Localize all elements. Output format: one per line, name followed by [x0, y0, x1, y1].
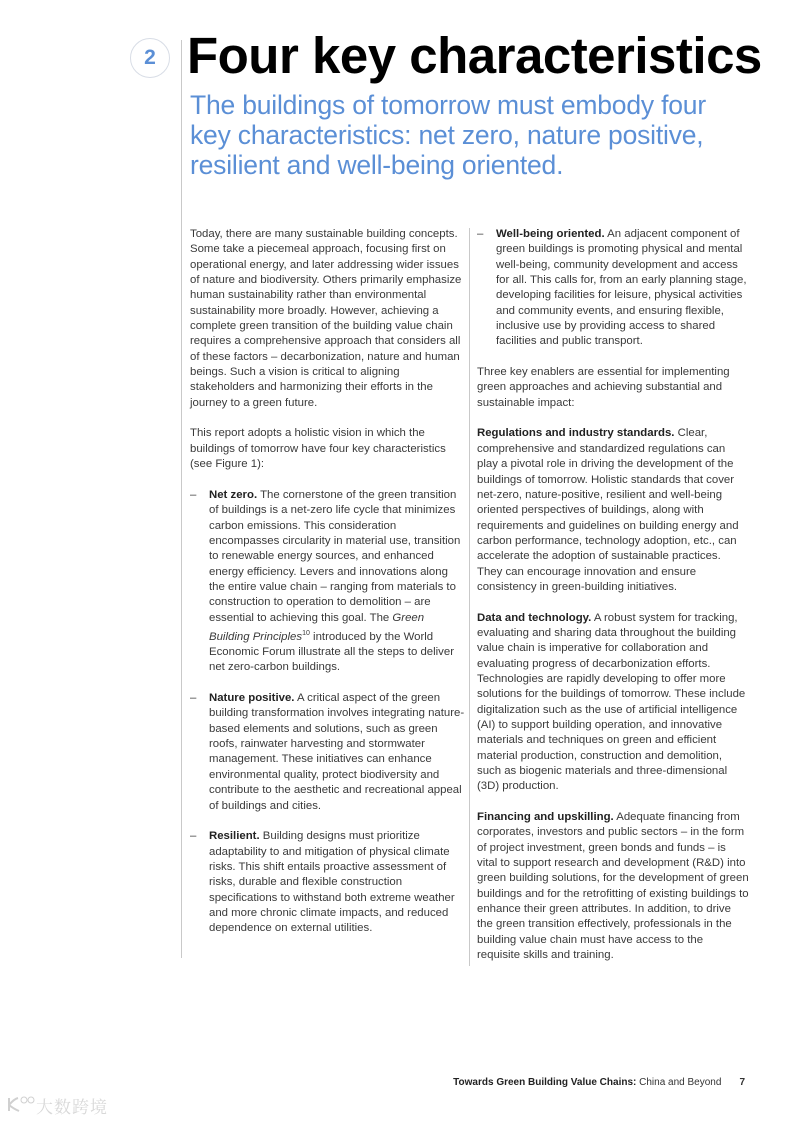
enabler-financing — [477, 810, 749, 963]
dash: – — [190, 830, 197, 843]
watermark-text: 大数跨境 — [36, 1098, 108, 1117]
enabler-heading: Data and technology. — [477, 611, 592, 624]
footnote-ref: 10 — [302, 629, 310, 637]
bullet-heading: Nature positive. — [209, 692, 295, 705]
cited-title: Green Building Principles — [209, 611, 425, 643]
paragraph: Three key enablers are essential for implementing green approaches and achieving substantial and sustainable impact: — [477, 366, 730, 409]
dash: – — [477, 228, 484, 240]
bullet-text: A critical aspect of the green building transformation involves integrating nature-based elements and solutions, such as green roofs, rainwater harvesting and stormwater management. These initiatives can enhance environmental quality, protect biodiversity and contribute to the aesthetic and recreational appeal of buildings and cities. — [209, 692, 465, 812]
page-number: 7 — [739, 1077, 745, 1088]
bullet-text: The cornerstone of the green transition of buildings is a net-zero life cycle that minimizes carbon emissions. This consideration encompasses circularity in material use, transition to renewable energy sources, and enhanced energy efficiency. Levers and innovations along the entire value chain – ranging from materials to construction to operation to demolition – are essential to achieving this goal. The — [209, 488, 461, 624]
enabler-heading: Financing and upskilling. — [477, 811, 614, 824]
page-title: Four key characteristics — [187, 27, 762, 84]
enabler-text: Adequate financing from corporates, investors and public sectors – in the form of project investment, green bonds and funds – is vital to support research and development (R&D) into green building solutions, for the development of green buildings and for the retrofitting of existing buildings to enhance their green attributes. In addition, to drive the green transition effectively, professionals in the building value chain must have access to the requisite skills and training. — [477, 811, 749, 962]
right-column — [477, 227, 749, 979]
paragraph: Today, there are many sustainable building concepts. Some take a piecemeal approach, focusing first on operational energy, and later addressing wider issues of nature and biodiversity. Others primarily emphasize human sustainability rather than environmental sustainability more broadly. However, achieving a complete green transition of the building value chain requires a comprehensive approach that considers all of these factors – decarbonization, nature and human beings. Such a vision is critical to aligning stakeholders and harmonizing their efforts in the journey to a green future. — [190, 228, 462, 409]
page-footer — [453, 1077, 745, 1088]
watermark-logo-icon — [6, 1095, 36, 1113]
bullet-text: introduced by the World Economic Forum illustrate all the steps to deliver net zero-carbon buildings. — [209, 630, 454, 674]
bullet-heading: Resilient. — [209, 830, 260, 843]
chapter-number: 2 — [144, 46, 156, 69]
chapter-number-badge — [130, 38, 170, 78]
enabler-regulations — [477, 426, 749, 595]
enabler-text: A robust system for tracking, evaluating and sharing data throughout the building value chain is imperative for collaboration and evaluating progress of decarbonization efforts. Technologies are rapidly developing to offer more solutions for the buildings of tomorrow. These include digitalization such as the use of artificial intelligence (AI) to support building operation, and innovative materials and techniques on green and efficient material production, construction and demolition, such as biogenic materials and three-dimensional (3D) production. — [477, 611, 746, 793]
page-subtitle: The buildings of tomorrow must embody four key characteristics: net zero, nature positive, resilient and well-being oriented. — [190, 90, 706, 180]
watermark-logo — [6, 1093, 108, 1118]
bullet-text: Building designs must prioritize adaptability to and mitigation of physical climate risks. This shift entails proactive assessment of risks, durable and flexible construction specifications to withstand both extreme weather and more chronic climate impacts, and reduced dependence on external utilities. — [209, 830, 455, 935]
left-rule-divider — [181, 40, 182, 958]
bullet-text: An adjacent component of green buildings is promoting physical and mental well-being, community development and access for all. This calls for, from an early planning stage, developing facilities for leisure, physical activities and community events, and ensuring flexible, inclusive use by providing access to shared facilities and public transport. — [496, 228, 747, 348]
bullet-heading: Net zero. — [209, 488, 258, 501]
left-column — [190, 227, 465, 952]
bullet-well-being — [477, 227, 749, 350]
dash: – — [190, 692, 197, 705]
enabler-heading: Regulations and industry standards. — [477, 427, 675, 440]
report-title: Towards Green Building Value Chains: — [453, 1077, 637, 1088]
column-divider — [469, 228, 470, 966]
dash: – — [190, 488, 197, 501]
bullet-net-zero — [190, 488, 465, 676]
paragraph: This report adopts a holistic vision in which the buildings of tomorrow have four key characteristics (see Figure 1): — [190, 427, 446, 471]
enabler-text: Clear, comprehensive and standardized regulations can play a pivotal role in driving the development of the buildings of tomorrow. Holistic standards that cover net-zero, nature-positive, resilient and well-being oriented perspectives of buildings, along with requirements and guidelines on building energy and carbon performance, technology adoption, etc., can accelerate the adoption of sustainable practices. They can encourage innovation and ensure consistency in green-building initiatives. — [477, 427, 739, 593]
enabler-data-technology — [477, 611, 749, 795]
report-subtitle: China and Beyond — [636, 1077, 722, 1088]
bullet-heading: Well-being oriented. — [496, 228, 605, 240]
bullet-nature-positive — [190, 691, 465, 814]
bullet-resilient — [190, 829, 465, 936]
